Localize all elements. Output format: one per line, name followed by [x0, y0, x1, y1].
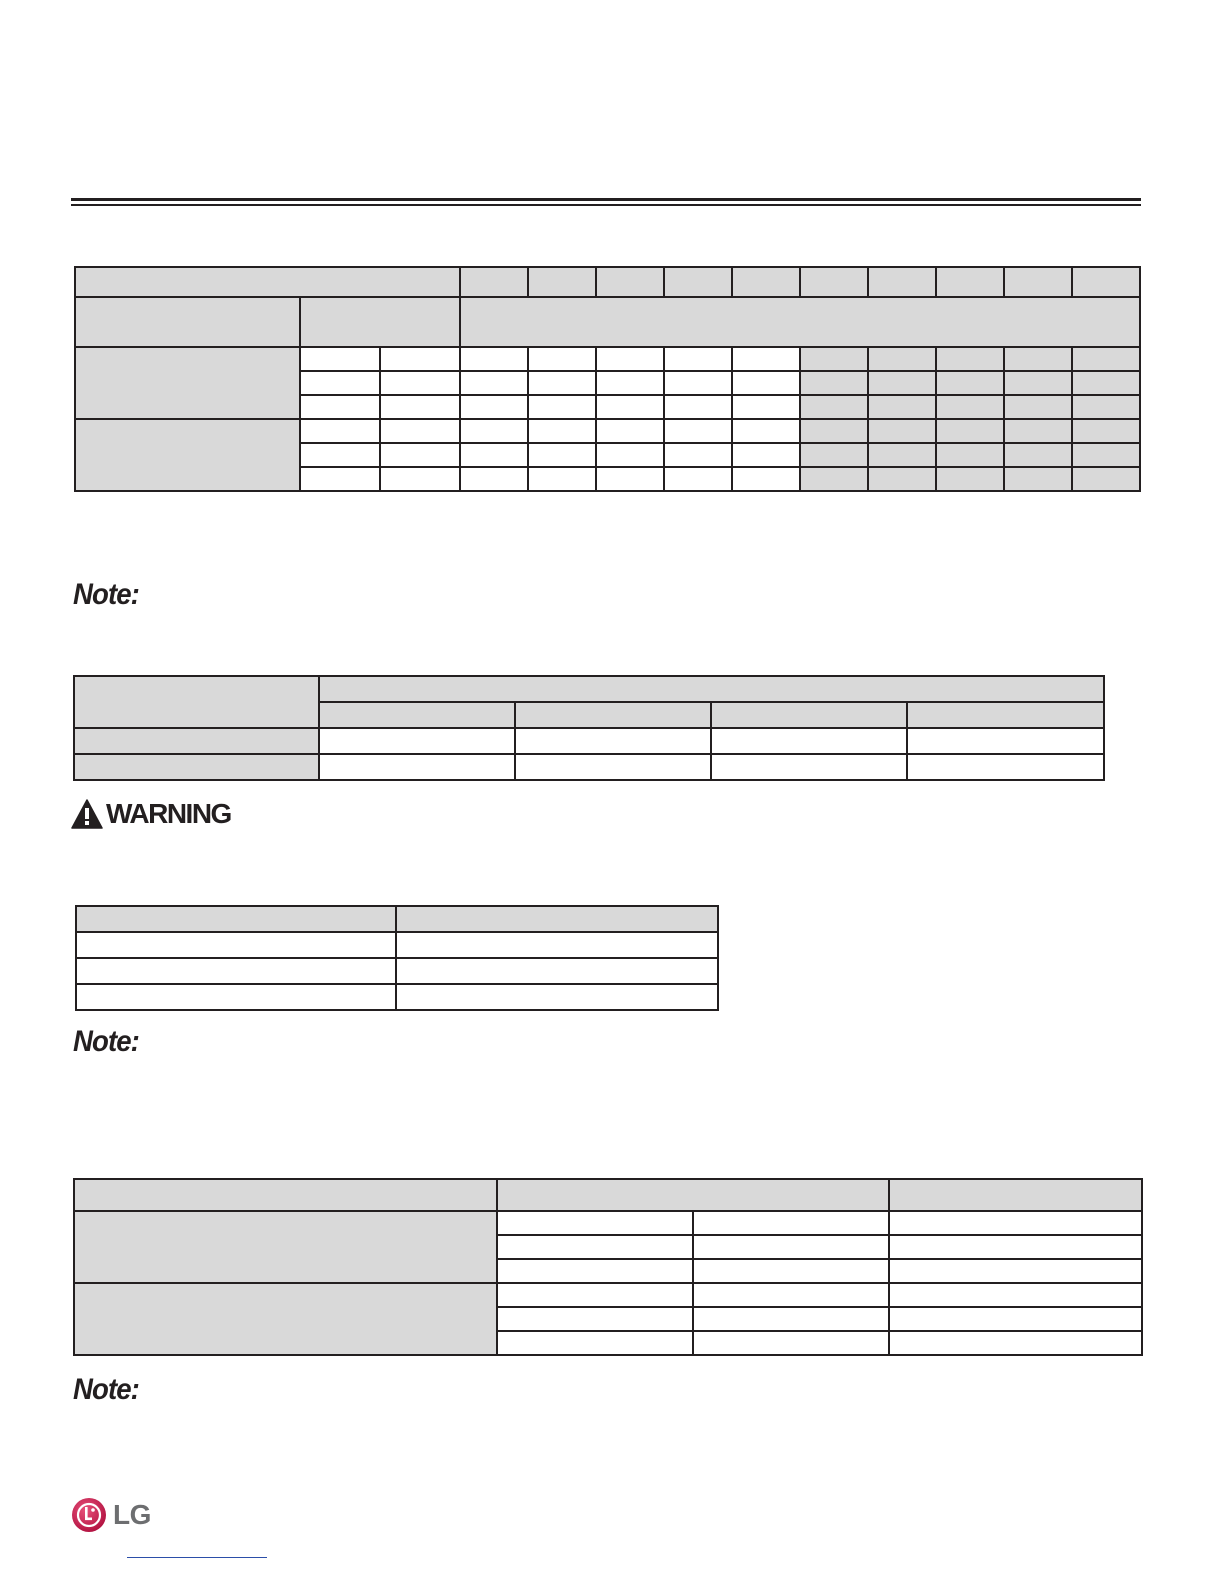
lg-logo-icon — [71, 1497, 107, 1533]
footer-link-underline — [127, 1557, 267, 1558]
table-row — [74, 754, 1104, 780]
table-row — [74, 1179, 1142, 1211]
table-row — [76, 958, 718, 984]
warning-label: WARNING — [106, 798, 231, 829]
header-rule-bottom — [71, 204, 1141, 206]
lg-logo — [71, 1497, 151, 1533]
table-row — [75, 419, 1140, 443]
table-row — [76, 932, 718, 958]
table-row — [75, 267, 1140, 297]
table-row — [74, 1283, 1142, 1307]
note-label-2: Note: — [73, 1025, 139, 1058]
table-row — [76, 906, 718, 932]
note-label-3: Note: — [73, 1373, 139, 1406]
table-row — [74, 728, 1104, 754]
header-rule-top — [71, 198, 1141, 201]
table-row — [75, 297, 1140, 347]
warning-heading — [71, 798, 231, 830]
brand-text: LG — [113, 1499, 151, 1530]
warning-triangle-icon — [71, 799, 103, 829]
table-row — [76, 984, 718, 1010]
note-label-1: Note: — [73, 578, 139, 611]
table-3 — [75, 905, 719, 1011]
table-4 — [73, 1178, 1143, 1356]
table-1 — [74, 266, 1141, 492]
table-row — [74, 676, 1104, 702]
table-2 — [73, 675, 1105, 781]
table-row — [75, 347, 1140, 371]
table-row — [74, 1211, 1142, 1235]
